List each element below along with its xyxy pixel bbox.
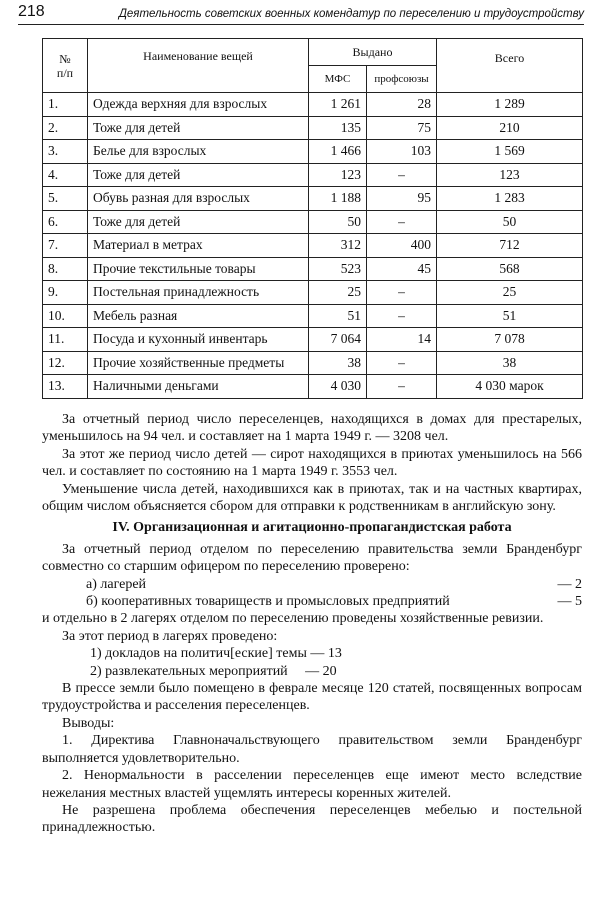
header-rule: [18, 24, 584, 25]
row-number: 11.: [43, 328, 88, 352]
table-row: [43, 281, 583, 305]
unions-value: 45: [367, 257, 437, 281]
item-name: Посуда и кухонный инвентарь: [88, 328, 309, 352]
col-issued-header: Выдано: [309, 39, 437, 66]
col-mfs-header: МФС: [309, 66, 367, 93]
item-name: Тоже для детей: [88, 163, 309, 187]
item-name: Мебель разная: [88, 304, 309, 328]
list-item-value: — 5: [557, 594, 582, 610]
paragraph-press: В прессе земли было помещено в феврале месяце 120 статей, посвященных вопросам трудоустройства и расселения переселенцев.: [42, 681, 582, 714]
table-row: [43, 140, 583, 164]
list-item-events: 2) развлекательных мероприятий — 20: [90, 663, 337, 679]
unions-value: –: [367, 304, 437, 328]
mfs-value: 7 064: [309, 328, 367, 352]
item-name: Материал в метрах: [88, 234, 309, 258]
list-item: [42, 593, 582, 610]
item-name: Постельная принадлежность: [88, 281, 309, 305]
item-name: Наличными деньгами: [88, 375, 309, 399]
unions-value: –: [367, 163, 437, 187]
total-value: 1 283: [437, 187, 583, 211]
row-number: 4.: [43, 163, 88, 187]
unions-value: –: [367, 210, 437, 234]
mfs-value: 51: [309, 304, 367, 328]
total-value: 25: [437, 281, 583, 305]
col-total-header: Всего: [437, 39, 583, 93]
mfs-value: 50: [309, 210, 367, 234]
mfs-value: 25: [309, 281, 367, 305]
item-name: Прочие хозяйственные предметы: [88, 351, 309, 375]
item-name: Тоже для детей: [88, 116, 309, 140]
item-name: Обувь разная для взрослых: [88, 187, 309, 211]
mfs-value: 1 466: [309, 140, 367, 164]
table-row: [43, 234, 583, 258]
row-number: 7.: [43, 234, 88, 258]
col-number-header: № п/п: [43, 39, 88, 93]
item-name: Одежда верхняя для взрослых: [88, 93, 309, 117]
total-value: 712: [437, 234, 583, 258]
mfs-value: 38: [309, 351, 367, 375]
table-row: [43, 351, 583, 375]
mfs-value: 312: [309, 234, 367, 258]
table-row: [43, 375, 583, 399]
unions-value: –: [367, 375, 437, 399]
unions-value: –: [367, 281, 437, 305]
paragraph-elderly: За отчетный период число переселенцев, находящихся в домах для престарелых, уменьшилось на 94 чел. и составляет на 1 марта 1949 г. — 3208 чел.: [42, 412, 582, 445]
row-number: 10.: [43, 304, 88, 328]
list-item: [42, 576, 582, 593]
col-unions-header: профсоюзы: [367, 66, 437, 93]
table-row: [43, 210, 583, 234]
table-body: [43, 93, 583, 399]
total-value: 1 289: [437, 93, 583, 117]
table-row: [43, 304, 583, 328]
paragraph-decrease: Уменьшение числа детей, находившихся как в приютах, так и на частных квартирах, общим числом объясняется сбором для отправки к родственникам в английскую зону.: [42, 481, 582, 515]
table-row: [43, 163, 583, 187]
conclusion-1: 1. Директива Главноначальствующего правительством земли Бранденбург выполняется удовлетворительно.: [42, 733, 582, 766]
row-number: 2.: [43, 116, 88, 140]
total-value: 4 030 марок: [437, 375, 583, 399]
unions-value: 75: [367, 116, 437, 140]
total-value: 123: [437, 163, 583, 187]
list-item-value: — 2: [557, 576, 582, 592]
paragraph-inspections: За отчетный период отделом по переселению правительства земли Бранденбург совместно со старшим офицером по переселению проверено:: [42, 541, 582, 575]
row-number: 1.: [43, 93, 88, 117]
unions-value: 400: [367, 234, 437, 258]
running-title: Деятельность советских военных комендатур по переселению и трудоустройству: [118, 8, 584, 20]
row-number: 8.: [43, 257, 88, 281]
unions-value: 28: [367, 93, 437, 117]
item-name: Прочие текстильные товары: [88, 257, 309, 281]
table-row: [43, 187, 583, 211]
mfs-value: 4 030: [309, 375, 367, 399]
unions-value: 103: [367, 140, 437, 164]
page-number: 218: [18, 3, 45, 20]
unions-value: –: [367, 351, 437, 375]
table-row: [43, 257, 583, 281]
row-number: 5.: [43, 187, 88, 211]
conclusion-3: Не разрешена проблема обеспечения переселенцев мебелью и постельной принадлежностью.: [42, 802, 582, 836]
total-value: 50: [437, 210, 583, 234]
total-value: 7 078: [437, 328, 583, 352]
section-heading: IV. Организационная и агитационно-пропагандистская работа: [112, 520, 512, 536]
total-value: 51: [437, 304, 583, 328]
row-number: 3.: [43, 140, 88, 164]
mfs-value: 123: [309, 163, 367, 187]
unions-value: 95: [367, 187, 437, 211]
conclusions-label: Выводы:: [62, 715, 115, 731]
table-row: [43, 93, 583, 117]
mfs-value: 135: [309, 116, 367, 140]
item-name: Тоже для детей: [88, 210, 309, 234]
total-value: 210: [437, 116, 583, 140]
total-value: 1 569: [437, 140, 583, 164]
list-item-label: а) лагерей: [86, 576, 147, 592]
col-name-header: Наименование вещей: [88, 39, 309, 93]
conclusion-2: 2. Ненормальности в расселении переселенцев еще имеют место вследствие нежелания местных властей ущемлять интересы коренных жителей.: [42, 768, 582, 801]
paragraph-camps: За этот период в лагерях проведено:: [62, 628, 278, 644]
table-row: [43, 328, 583, 352]
item-name: Белье для взрослых: [88, 140, 309, 164]
row-number: 13.: [43, 375, 88, 399]
body-text: [42, 411, 582, 837]
list-item-reports: 1) докладов на политич[еские] темы — 13: [90, 646, 342, 662]
paragraph-orphans: За этот же период число детей — сирот находящихся в приютах уменьшилось на 566 чел. и составляет по состоянию на 1 марта 1949 г. 3553 чел.: [42, 446, 582, 480]
paragraph-audits: и отдельно в 2 лагерях отделом по переселению проведены хозяйственные ревизии.: [42, 611, 544, 627]
total-value: 38: [437, 351, 583, 375]
distribution-table: [42, 38, 583, 399]
row-number: 9.: [43, 281, 88, 305]
mfs-value: 1 261: [309, 93, 367, 117]
table-row: [43, 116, 583, 140]
total-value: 568: [437, 257, 583, 281]
list-item-label: б) кооперативных товариществ и промысловых предприятий: [86, 594, 450, 610]
mfs-value: 523: [309, 257, 367, 281]
unions-value: 14: [367, 328, 437, 352]
row-number: 6.: [43, 210, 88, 234]
row-number: 12.: [43, 351, 88, 375]
mfs-value: 1 188: [309, 187, 367, 211]
